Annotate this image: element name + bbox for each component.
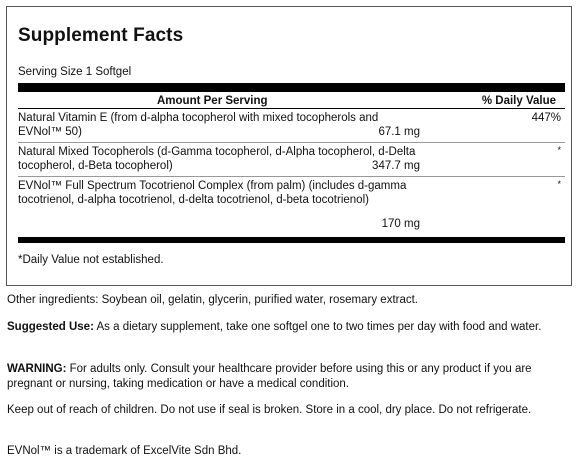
header-amount-per-serving: Amount Per Serving xyxy=(157,95,268,107)
serving-size: Serving Size 1 Softgel xyxy=(18,66,132,78)
nutrient-amount: 170 mg xyxy=(381,218,420,230)
warning xyxy=(7,362,567,391)
row-divider xyxy=(18,142,565,143)
thick-divider-top xyxy=(18,83,565,92)
warning-label: WARNING: xyxy=(7,363,67,375)
trademark-notice: EVNol™ is a trademark of ExcelVite Sdn Bhd. xyxy=(7,445,242,457)
other-ingredients: Other ingredients: Soybean oil, gelatin, glycerin, purified water, rosemary extract. xyxy=(7,294,419,306)
nutrient-amount: 347.7 mg xyxy=(372,160,420,172)
header-rule xyxy=(18,108,565,109)
nutrient-row-mixed-tocopherols xyxy=(18,145,565,173)
nutrient-row-vitamin-e xyxy=(18,111,565,139)
nutrient-description: Natural Mixed Tocopherols (d-Gamma tocopherol, d-Alpha tocopherol, d-Delta tocopherol, d-Beta tocopherol) xyxy=(18,146,416,172)
suggested-use-text: As a dietary supplement, take one softgel one to two times per day with food and water. xyxy=(93,321,542,333)
nutrient-daily-value: * xyxy=(557,179,561,189)
nutrient-row-tocotrienol-complex xyxy=(18,179,565,230)
supplement-facts-panel xyxy=(6,6,572,286)
nutrient-description: EVNol™ Full Spectrum Tocotrienol Complex (from palm) (includes d-gamma tocotrienol, d-alpha tocotrienol, d-delta tocotrienol, d-beta tocotrienol) xyxy=(18,180,407,206)
header-daily-value: % Daily Value xyxy=(481,95,556,107)
daily-value-footnote: *Daily Value not established. xyxy=(18,254,164,266)
row-divider xyxy=(18,176,565,177)
nutrient-amount: 67.1 mg xyxy=(378,126,420,138)
suggested-use xyxy=(7,320,567,335)
warning-text: For adults only. Consult your healthcare provider before using this or any product if you are pregnant or nursing, taking medication or have a medical condition. xyxy=(7,363,532,390)
suggested-use-label: Suggested Use: xyxy=(7,321,94,333)
storage-instructions: Keep out of reach of children. Do not use if seal is broken. Store in a cool, dry place. Do not refrigerate. xyxy=(7,404,532,416)
nutrient-description: Natural Vitamin E (from d-alpha tocopherol with mixed tocopherols and EVNol™ 50) xyxy=(18,112,379,138)
nutrient-daily-value: 447% xyxy=(531,112,561,124)
thick-divider-bottom xyxy=(18,237,565,243)
panel-title: Supplement Facts xyxy=(18,25,184,46)
nutrient-daily-value: * xyxy=(557,145,561,155)
